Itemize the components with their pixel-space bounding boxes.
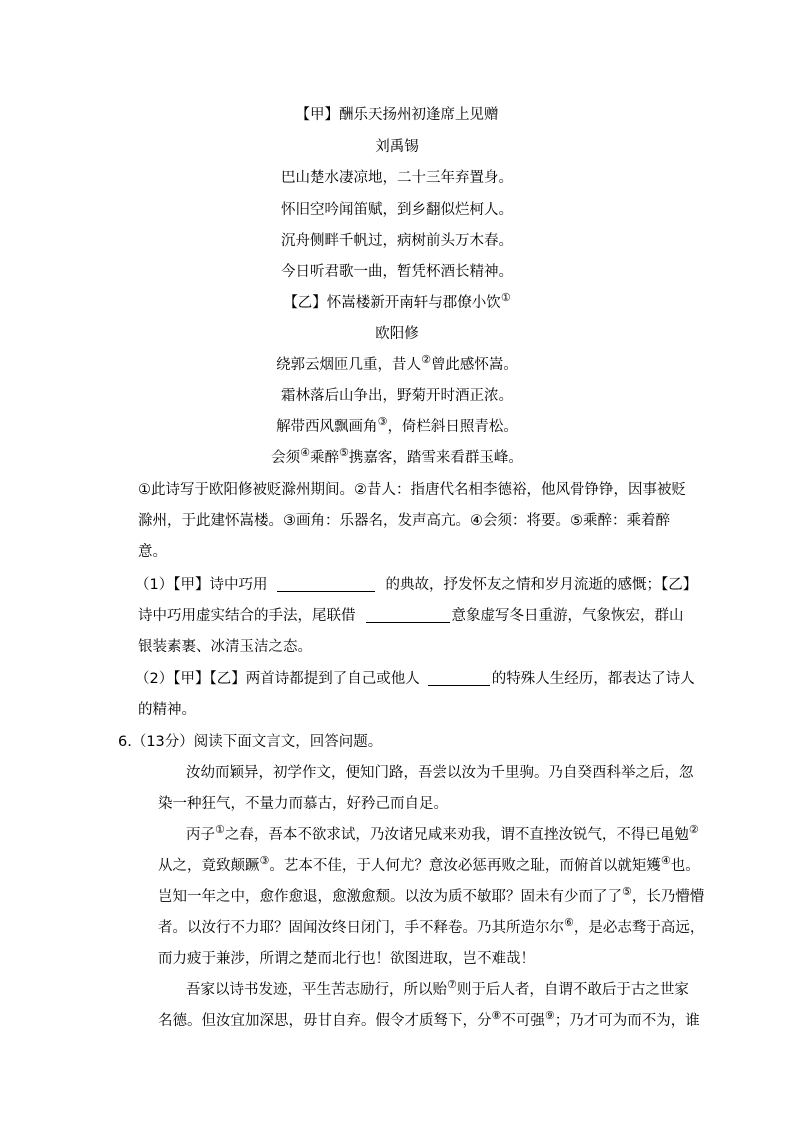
passage-p1-line-1: 汝幼而颖异，初学作文，便知门路，吾尝以汝为千里驹。乃自癸酉科举之后，忽 [186, 765, 694, 781]
footnote-mark: ② [688, 823, 699, 837]
footnote-mark: ⑧ [491, 1009, 502, 1023]
answer-blank[interactable] [428, 671, 490, 686]
question-1-line-1: （1）【甲】诗中巧用 的典故，抒发怀友之情和岁月流逝的感慨；【乙】 [135, 577, 698, 593]
footnote-mark: ⑥ [564, 916, 574, 930]
question-1-line-3: 银装素裹、冰清玉洁之态。 [138, 639, 312, 655]
passage-p2-line-2: 从之，竟致颠蹶③。艺本不佳，于人何尤？意汝必惩再败之耻，而俯首以就矩矱④也。 [158, 854, 700, 874]
question-6-header: 6.（13分）阅读下面文言文，回答问题。 [118, 734, 383, 750]
poem-yi-line-3: 解带西风飘画角③，倚栏斜日照青松。 [276, 415, 518, 435]
poem-yi-author: 欧阳修 [375, 326, 419, 342]
passage-p1-line-2: 染一种狂气，不量力而慕古，好矜己而自足。 [158, 796, 448, 812]
notes-line-1: ①此诗写于欧阳修被贬滁州期间。②昔人：指唐代名相李德裕，他风骨铮铮，因事被贬 [138, 482, 686, 498]
poem-jia-line-4: 今日听君歌一曲，暂凭杯酒长精神。 [281, 264, 513, 280]
footnote-mark: ② [421, 353, 431, 367]
question-2-line-1: （2）【甲】【乙】两首诗都提到了自己或他人 的特殊人生经历，都表达了诗人 [135, 671, 695, 687]
footnote-mark: ④ [300, 446, 310, 460]
notes-line-3: 意。 [138, 544, 167, 560]
answer-blank[interactable] [277, 577, 375, 592]
passage-p2-line-1: 丙子①之春，吾本不欲求试，乃汝诸兄咸来劝我，谓不直挫汝锐气，不得已黾勉② [186, 823, 699, 843]
poem-yi-line-2: 霜林落后山争出，野菊开时酒正浓。 [281, 388, 513, 404]
footnote-mark: ④ [660, 854, 671, 868]
answer-blank[interactable] [366, 608, 450, 623]
passage-p3-line-1: 吾家以诗书发迹，平生苦志励行，所以贻⑦则于后人者，自谓不敢后于古之世家 [186, 978, 689, 998]
footnote-mark: ⑨ [544, 1009, 555, 1023]
question-1-line-2: 诗中巧用虚实结合的手法，尾联借 意象虚写冬日重游，气象恢宏，群山 [138, 608, 684, 624]
passage-p3-line-2: 名德。但汝宜加深思，毋甘自弃。假令才质驽下，分⑧不可强⑨；乃才可为而不为，谁 [158, 1009, 700, 1029]
poem-jia-line-1: 巴山楚水凄凉地，二十三年弃置身。 [281, 170, 513, 186]
footnote-mark: ⑤ [622, 885, 632, 899]
poem-jia-title: 【甲】酬乐天扬州初逢席上见赠 [295, 107, 499, 123]
poem-jia-author: 刘禹锡 [375, 139, 419, 155]
poem-jia-line-2: 怀旧空吟闻笛赋，到乡翻似烂柯人。 [281, 202, 513, 218]
poem-yi-line-4: 会须④乘醉⑤携嘉客，踏雪来看群玉峰。 [271, 446, 523, 466]
footnote-mark: ⑤ [339, 446, 349, 460]
poem-yi-title: 【乙】怀嵩楼新开南轩与郡僚小饮① [283, 291, 511, 311]
footnote-mark: ③ [377, 415, 388, 429]
poem-yi-line-1: 绕郭云烟匝几重，昔人②曾此感怀嵩。 [276, 353, 518, 373]
poem-jia-line-3: 沉舟侧畔千帆过，病树前头万木春。 [281, 233, 513, 249]
passage-p2-line-3: 岂知一年之中，愈作愈退，愈激愈颓。以汝为质不敏耶？固未有少而了了⑤，长乃懵懵 [158, 885, 705, 905]
footnote-mark: ⑦ [447, 978, 457, 992]
passage-p2-line-5: 而力疲于兼涉，所谓之楚而北行也！欲图进取，岂不难哉！ [158, 951, 535, 967]
footnote-mark: ① [215, 823, 225, 837]
notes-line-2: 滁州，于此建怀嵩楼。③画角：乐器名，发声高亢。④会须：将要。⑤乘醉：乘着醉 [138, 513, 670, 529]
footnote-mark: ③ [259, 854, 270, 868]
question-2-line-2: 的精神。 [138, 702, 196, 718]
footnote-mark: ① [500, 291, 511, 305]
passage-p2-line-4: 者。以汝行不力耶？固闻汝终日闭门，手不释卷。乃其所造尔尔⑥，是必志骛于高远， [158, 916, 705, 936]
